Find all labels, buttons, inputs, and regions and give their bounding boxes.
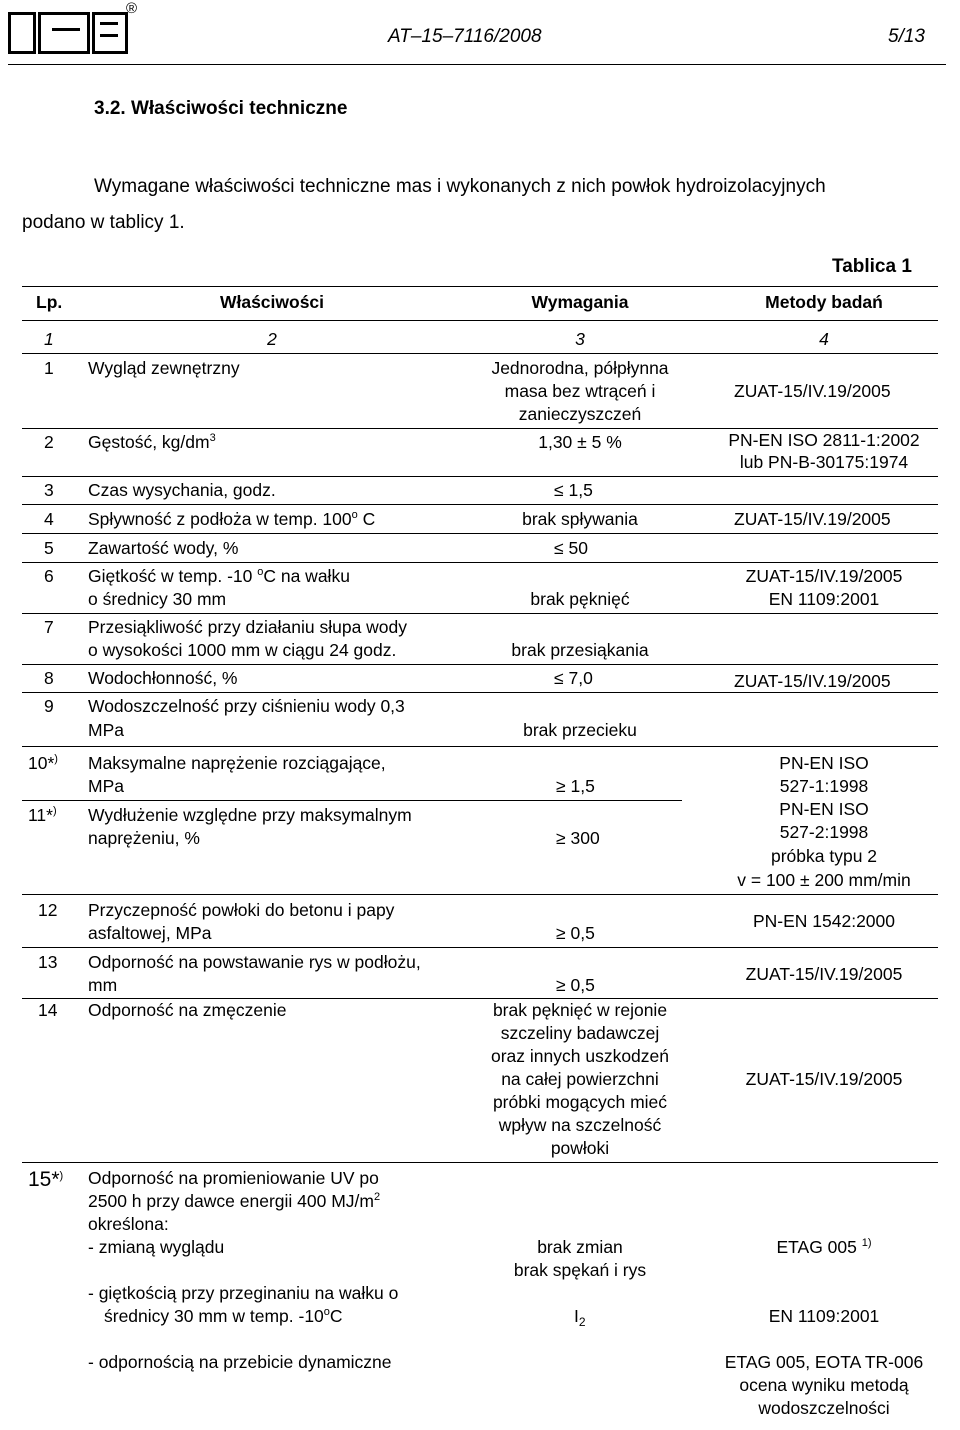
row-6-requirement: brak pęknięć (530, 589, 630, 609)
col-number-4: 4 (819, 329, 829, 349)
document-number: AT–15–7116/2008 (388, 26, 542, 47)
row-10-11-method-line-4: 527-2:1998 (779, 822, 869, 842)
row-rule (22, 664, 938, 665)
row-3-lp: 3 (44, 480, 54, 500)
row-11-req-value: 300 (570, 828, 600, 848)
row-rule (22, 894, 938, 895)
col-header-methods: Metody badań (765, 292, 883, 312)
row-9-lp: 9 (44, 696, 54, 716)
row-12-property-line-2: asfaltowej, MPa (88, 923, 212, 943)
row-6-property-text: Giętkość w temp. -10 (88, 566, 258, 586)
row-rule (22, 746, 938, 747)
row-4-method: ZUAT-15/IV.19/2005 (734, 509, 891, 529)
row-10-req-value: 1,5 (570, 776, 595, 796)
row-10-11-method-line-3: PN-EN ISO (779, 799, 869, 819)
row-2-method-line-2: lub PN-B-30175:1974 (739, 452, 909, 472)
row-4-lp: 4 (44, 509, 54, 529)
col-number-3: 3 (575, 329, 585, 349)
row-2-property-sup: 3 (209, 432, 216, 444)
row-6-property-sup: o (257, 566, 264, 578)
row-9-property-line-1: Wodoszczelność przy ciśnieniu wody 0,3 (88, 696, 405, 716)
row-7-property-line-2: o wysokości 1000 mm w ciągu 24 godz. (88, 640, 397, 660)
row-15-method-line-2: EN 1109:2001 (768, 1306, 880, 1326)
row-5-property: Zawartość wody, % (88, 538, 239, 558)
row-rule (22, 692, 938, 693)
row-12-method: PN-EN 1542:2000 (752, 911, 896, 931)
row-14-req-line-2: szczeliny badawczej (500, 1023, 660, 1043)
row-1-method: ZUAT-15/IV.19/2005 (734, 381, 891, 401)
row-10-11-method-line-2: 527-1:1998 (779, 776, 869, 796)
row-rule (22, 476, 938, 477)
row-15-method-line-3: ETAG 005, EOTA TR-006 (724, 1352, 924, 1372)
row-3-property: Czas wysychania, godz. (88, 480, 276, 500)
row-1-req-line-2: masa bez wtrąceń i (504, 381, 656, 401)
row-12-property-line-1: Przyczepność powłoki do betonu i papy (88, 900, 395, 920)
row-15-req-class: I (574, 1306, 579, 1326)
row-13-method: ZUAT-15/IV.19/2005 (745, 964, 903, 984)
row-15-method-1-text: ETAG 005 (776, 1237, 857, 1257)
row-15-lp (28, 1168, 63, 1192)
row-13-property-line-1: Odporność na powstawanie rys w podłożu, (88, 952, 421, 972)
row-rule (22, 1162, 938, 1163)
row-15-property-suffix: C (329, 1306, 343, 1326)
row-6-lp: 6 (44, 566, 54, 586)
le-symbol: ≤ (554, 480, 564, 500)
row-12-requirement (556, 923, 595, 943)
row-14-req-line-4: na całej powierzchni (501, 1069, 659, 1089)
section-title: 3.2. Właściwości techniczne (94, 98, 348, 119)
row-14-property: Odporność na zmęczenie (88, 1000, 287, 1020)
row-15-method-line-1 (776, 1237, 871, 1257)
row-7-property-line-1: Przesiąkliwość przy działaniu słupa wody (88, 617, 408, 637)
row-14-req-line-7: powłoki (550, 1138, 610, 1158)
row-15-method-line-4: ocena wyniku metodą (739, 1375, 909, 1395)
row-2-property (88, 432, 216, 452)
row-11-requirement (556, 828, 600, 848)
row-14-req-line-3: oraz innych uszkodzeń (490, 1046, 670, 1066)
row-1-req-line-3: zanieczyszczeń (518, 404, 642, 424)
row-2-lp: 2 (44, 432, 54, 452)
col-header-properties: Właściwości (219, 292, 325, 312)
rule-below-col-numbers (22, 353, 938, 354)
row-15-lp-sup: ) (59, 1170, 64, 1182)
table-caption: Tablica 1 (832, 256, 912, 277)
row-4-property-sup: o (351, 509, 358, 521)
row-3-req-value: 1,5 (568, 480, 593, 500)
row-2-requirement: 1,30 ± 5 % (538, 432, 622, 452)
row-6-property-suffix: C na wałku (263, 566, 350, 586)
row-15-method-1-sup: 1) (861, 1237, 872, 1249)
row-1-req-line-1: Jednorodna, półpłynna (491, 358, 669, 378)
row-10-property-line-2: MPa (88, 776, 124, 796)
row-15-property-sup-2: o (323, 1306, 330, 1318)
ge-symbol: ≥ (556, 923, 566, 943)
row-9-property-line-2: MPa (88, 720, 124, 740)
row-10-lp-sup: ) (54, 753, 58, 765)
rule-below-headers (22, 320, 938, 321)
row-14-req-line-5: próbki mogących mieć (492, 1092, 668, 1112)
row-15-property-line-1: Odporność na promieniowanie UV po (88, 1168, 379, 1188)
row-15-property-sup: 2 (373, 1191, 381, 1203)
row-14-req-line-1: brak pęknięć w rejonie (492, 1000, 668, 1020)
row-8-requirement (554, 668, 593, 688)
le-symbol: ≤ (554, 538, 564, 558)
col-header-lp: Lp. (36, 292, 63, 312)
row-4-property-suffix: C (357, 509, 376, 529)
row-4-property-text: Spływność z podłoża w temp. 100 (88, 509, 352, 529)
row-15-req-line-1: brak zmian (537, 1237, 623, 1257)
row-15-property-line-5: - giętkością przy przeginaniu na wałku o (88, 1283, 399, 1303)
row-13-req-value: 0,5 (570, 975, 595, 995)
row-15-property-line-3: określona: (88, 1214, 169, 1234)
ge-symbol: ≥ (556, 975, 566, 995)
row-15-property-line-4: - zmianą wyglądu (88, 1237, 225, 1257)
row-14-lp: 14 (38, 1000, 58, 1020)
row-8-property: Wodochłonność, % (88, 668, 238, 688)
row-11-lp-sup: ) (52, 805, 57, 817)
row-14-req-line-6: wpływ na szczelność (498, 1115, 662, 1135)
col-number-1: 1 (44, 329, 54, 349)
row-12-req-value: 0,5 (570, 923, 595, 943)
row-6-method-line-1: ZUAT-15/IV.19/2005 (745, 566, 903, 586)
row-5-requirement (554, 538, 588, 558)
table-top-rule (22, 286, 938, 287)
row-11-property-line-2: naprężeniu, % (88, 828, 200, 848)
le-symbol: ≤ (554, 668, 564, 688)
row-10-11-method-line-6: v = 100 ± 200 mm/min (737, 870, 911, 890)
row-10-lp-text: 10* (28, 753, 55, 773)
row-5-lp: 5 (44, 538, 54, 558)
row-10-requirement (556, 776, 595, 796)
intro-line-1: Wymagane właściwości techniczne mas i wykonanych z nich powłok hydroizolacyjnych (94, 176, 826, 197)
row-15-lp-text: 15* (28, 1168, 60, 1191)
row-9-requirement: brak przecieku (523, 720, 637, 740)
row-14-method: ZUAT-15/IV.19/2005 (745, 1069, 903, 1089)
row-5-req-value: 50 (568, 538, 588, 558)
row-10-lp (28, 753, 58, 773)
row-11-property-line-1: Wydłużenie względne przy maksymalnym (88, 805, 412, 825)
row-rule (22, 533, 938, 534)
row-13-lp: 13 (38, 952, 58, 972)
row-rule (22, 428, 938, 429)
row-15-method-line-5: wodoszczelności (758, 1398, 890, 1418)
col-number-2: 2 (267, 329, 277, 349)
row-rule (22, 504, 938, 505)
row-8-req-value: 7,0 (568, 668, 593, 688)
row-13-property-line-2: mm (88, 975, 118, 995)
row-15-property-line-7: - odpornością na przebicie dynamiczne (88, 1352, 392, 1372)
row-6-property-line-2: o średnicy 30 mm (88, 589, 227, 609)
ge-symbol: ≥ (556, 828, 566, 848)
row-15-property-line-6 (104, 1306, 343, 1326)
row-2-property-text: Gęstość, kg/dm (88, 432, 210, 452)
row-13-requirement (556, 975, 595, 995)
row-2-method-line-1: PN-EN ISO 2811-1:2002 (728, 430, 920, 450)
row-15-property-line-2 (88, 1191, 380, 1211)
col-header-requirements: Wymagania (531, 292, 629, 312)
row-11-lp (28, 805, 57, 825)
row-7-requirement: brak przesiąkania (511, 640, 649, 660)
row-15-property-line-6-text: średnicy 30 mm w temp. -10 (104, 1306, 324, 1326)
row-1-lp: 1 (44, 358, 54, 378)
row-15-req-line-3 (574, 1306, 586, 1329)
ge-symbol: ≥ (556, 776, 566, 796)
header-rule (8, 64, 946, 65)
intro-line-2: podano w tablicy 1. (22, 212, 185, 233)
row-10-11-method-line-5: próbka typu 2 (770, 846, 878, 866)
row-10-property-line-1: Maksymalne naprężenie rozciągające, (88, 753, 386, 773)
row-6-method-line-2: EN 1109:2001 (768, 589, 880, 609)
row-7-lp: 7 (44, 617, 54, 637)
registered-mark: ® (126, 0, 138, 17)
row-6-property-line-1 (88, 566, 350, 586)
row-4-requirement: brak spływania (522, 509, 638, 529)
row-1-property: Wygląd zewnętrzny (88, 358, 240, 378)
row-rule (22, 947, 938, 948)
row-15-req-class-sub: 2 (578, 1315, 586, 1329)
page-number: 5/13 (888, 26, 925, 47)
row-8-lp: 8 (44, 668, 54, 688)
row-rule (22, 998, 938, 999)
row-rule (22, 613, 938, 614)
row-rule (22, 800, 682, 801)
row-15-req-line-2: brak spękań i rys (513, 1260, 647, 1280)
row-4-property (88, 509, 375, 529)
row-12-lp: 12 (38, 900, 58, 920)
row-11-lp-text: 11* (28, 805, 53, 825)
row-3-requirement (554, 480, 593, 500)
row-15-property-line-2-text: 2500 h przy dawce energii 400 MJ/m (88, 1191, 374, 1211)
row-10-11-method-line-1: PN-EN ISO (779, 753, 869, 773)
row-rule (22, 562, 938, 563)
row-8-method: ZUAT-15/IV.19/2005 (734, 671, 891, 691)
